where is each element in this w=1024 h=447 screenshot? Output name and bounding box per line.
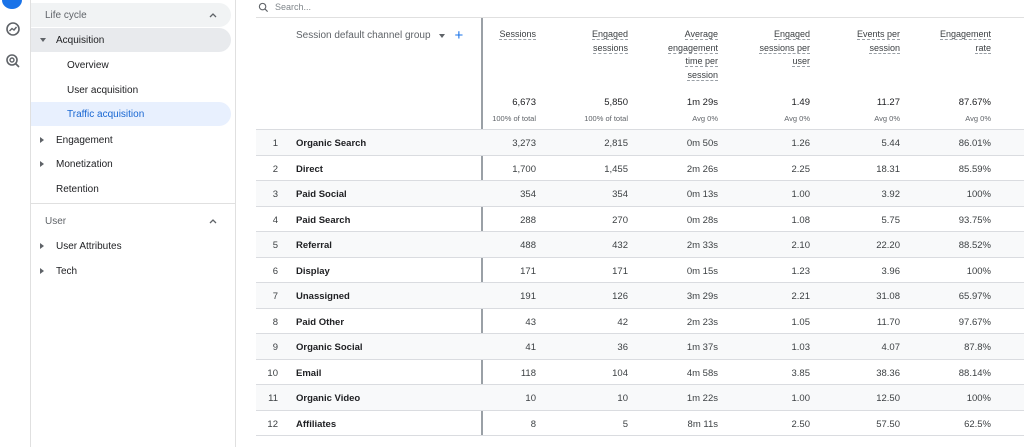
metric-cell: 65.97% bbox=[958, 291, 991, 302]
metric-cell: 4m 58s bbox=[686, 367, 718, 379]
metric-cell: 18.31 bbox=[876, 163, 900, 175]
icon-rail bbox=[0, 0, 31, 447]
table-row[interactable] bbox=[256, 181, 1024, 207]
row-index: 10 bbox=[267, 367, 278, 379]
search-icon bbox=[258, 2, 269, 13]
table-row[interactable] bbox=[256, 283, 1024, 309]
metric-cell: 31.08 bbox=[876, 291, 900, 302]
metric-cell: 22.20 bbox=[876, 240, 900, 251]
metric-cell: 8 bbox=[530, 418, 536, 430]
metric-cell: 1.08 bbox=[791, 214, 810, 226]
caret-right-icon bbox=[40, 268, 44, 274]
metric-cell: 38.36 bbox=[876, 367, 900, 379]
row-index: 8 bbox=[272, 316, 278, 328]
table-row[interactable] bbox=[256, 232, 1024, 258]
metric-cell: 100% bbox=[966, 265, 991, 277]
metric-cell: 2.10 bbox=[791, 240, 810, 251]
caret-right-icon bbox=[40, 243, 44, 249]
metric-header[interactable] bbox=[638, 28, 718, 82]
channel-name[interactable]: Paid Social bbox=[296, 189, 347, 200]
nav-item-user-attributes[interactable] bbox=[31, 234, 231, 258]
nav-item-tech[interactable] bbox=[31, 259, 231, 283]
metric-cell: 88.14% bbox=[958, 367, 991, 379]
metric-cell: 0m 13s bbox=[686, 189, 718, 200]
table-row[interactable] bbox=[256, 334, 1024, 360]
row-index: 12 bbox=[267, 418, 278, 430]
metric-cell: 2.25 bbox=[791, 163, 810, 175]
metric-header-line: Engaged bbox=[591, 29, 628, 39]
report-navigation bbox=[31, 0, 236, 447]
metric-header[interactable] bbox=[548, 28, 628, 55]
metric-cell: 354 bbox=[612, 189, 628, 200]
table-row[interactable] bbox=[256, 411, 1024, 437]
section-user[interactable] bbox=[31, 209, 231, 233]
metric-header[interactable] bbox=[730, 28, 810, 69]
metric-cell: 1.03 bbox=[791, 342, 810, 353]
dimension-header[interactable] bbox=[296, 26, 464, 44]
section-label: Life cycle bbox=[45, 9, 87, 21]
total-subtext: Avg 0% bbox=[692, 114, 718, 123]
metric-cell: 432 bbox=[612, 240, 628, 251]
metric-cell: 86.01% bbox=[958, 138, 991, 149]
nav-item-label: User Attributes bbox=[56, 240, 122, 252]
metric-header-line: Engagement bbox=[939, 29, 991, 39]
metric-header[interactable] bbox=[911, 28, 991, 55]
total-subtext: 100% of total bbox=[492, 114, 536, 123]
search-underline bbox=[256, 17, 1024, 18]
channel-name[interactable]: Direct bbox=[296, 163, 323, 175]
metric-header-line: session bbox=[869, 42, 900, 53]
metric-cell: 3m 29s bbox=[686, 291, 718, 302]
metric-cell: 0m 28s bbox=[686, 214, 718, 226]
caret-right-icon bbox=[40, 137, 44, 143]
nav-item-label: User acquisition bbox=[67, 84, 139, 96]
table-row[interactable] bbox=[256, 309, 1024, 335]
channel-name[interactable]: Organic Social bbox=[296, 342, 363, 353]
channel-name[interactable]: Organic Video bbox=[296, 393, 361, 404]
total-value: 1m 29s bbox=[686, 97, 718, 108]
table-row[interactable] bbox=[256, 360, 1024, 386]
total-value: 1.49 bbox=[791, 97, 810, 108]
row-index: 9 bbox=[272, 342, 278, 353]
metric-cell: 97.67% bbox=[958, 316, 991, 328]
nav-item-user-acquisition[interactable] bbox=[31, 78, 231, 102]
row-index: 3 bbox=[272, 189, 278, 200]
metric-cell: 3,273 bbox=[512, 138, 536, 149]
channel-name[interactable]: Affiliates bbox=[296, 418, 337, 430]
metric-cell: 36 bbox=[617, 342, 628, 353]
nav-item-label: Acquisition bbox=[56, 34, 105, 46]
metric-header-line: rate bbox=[975, 42, 991, 53]
metric-cell: 5 bbox=[622, 418, 628, 430]
metric-cell: 1.00 bbox=[791, 393, 810, 404]
metric-cell: 85.59% bbox=[958, 163, 991, 175]
home-icon[interactable] bbox=[2, 0, 22, 9]
nav-item-label: Monetization bbox=[56, 158, 113, 170]
nav-item-label: Traffic acquisition bbox=[67, 108, 145, 120]
metric-cell: 2m 33s bbox=[686, 240, 718, 251]
caret-down-icon bbox=[40, 38, 46, 42]
channel-name[interactable]: Email bbox=[296, 367, 322, 379]
metric-cell: 3.96 bbox=[881, 265, 900, 277]
row-index: 11 bbox=[268, 393, 278, 404]
nav-item-overview[interactable] bbox=[31, 53, 231, 77]
metric-cell: 118 bbox=[520, 367, 536, 379]
plus-icon[interactable]: + bbox=[454, 26, 464, 44]
metric-cell: 0m 50s bbox=[686, 138, 718, 149]
table-row[interactable] bbox=[256, 130, 1024, 156]
metric-cell: 1.23 bbox=[791, 265, 810, 277]
metric-cell: 2m 26s bbox=[686, 163, 718, 175]
channel-name[interactable]: Display bbox=[296, 265, 330, 277]
metric-cell: 1m 22s bbox=[686, 393, 718, 404]
total-value: 6,673 bbox=[512, 97, 536, 108]
metric-cell: 2.21 bbox=[791, 291, 810, 302]
metric-cell: 1m 37s bbox=[686, 342, 718, 353]
metric-header-line: user bbox=[792, 56, 810, 67]
total-value: 87.67% bbox=[958, 97, 991, 108]
metric-cell: 100% bbox=[966, 393, 991, 404]
explore-icon[interactable] bbox=[5, 53, 21, 69]
row-index: 6 bbox=[272, 265, 278, 277]
metric-cell: 100% bbox=[966, 189, 991, 200]
total-subtext: Avg 0% bbox=[874, 114, 900, 123]
metric-cell: 88.52% bbox=[958, 240, 991, 251]
total-value: 11.27 bbox=[876, 97, 900, 108]
metric-header-line: Average bbox=[684, 29, 718, 39]
row-index: 1 bbox=[272, 138, 278, 149]
total-subtext: 100% of total bbox=[584, 114, 628, 123]
metric-cell: 57.50 bbox=[876, 418, 900, 430]
metric-cell: 87.8% bbox=[964, 342, 991, 353]
nav-item-label: Retention bbox=[56, 183, 99, 195]
metric-cell: 171 bbox=[612, 265, 628, 277]
table-search bbox=[258, 0, 558, 14]
metric-cell: 1.00 bbox=[791, 189, 810, 200]
metric-cell: 2m 23s bbox=[686, 316, 718, 328]
nav-item-retention[interactable] bbox=[31, 177, 231, 201]
nav-item-acquisition[interactable] bbox=[31, 28, 231, 52]
metric-cell: 1,455 bbox=[604, 163, 628, 175]
row-index: 2 bbox=[272, 163, 278, 175]
metric-header-line: sessions bbox=[592, 42, 628, 53]
metric-cell: 93.75% bbox=[958, 214, 991, 226]
reports-icon[interactable] bbox=[5, 21, 21, 37]
metric-cell: 2,815 bbox=[604, 138, 628, 149]
metric-header-line: session bbox=[687, 69, 718, 80]
metric-cell: 0m 15s bbox=[686, 265, 718, 277]
metric-cell: 191 bbox=[520, 291, 536, 302]
channel-name[interactable]: Unassigned bbox=[296, 291, 350, 302]
channel-name[interactable]: Paid Search bbox=[296, 214, 351, 226]
channel-name[interactable]: Referral bbox=[296, 240, 332, 251]
table-row[interactable] bbox=[256, 258, 1024, 284]
total-value: 5,850 bbox=[604, 97, 628, 108]
caret-right-icon bbox=[40, 161, 44, 167]
metric-header-line: time per bbox=[685, 56, 718, 67]
nav-item-engagement[interactable] bbox=[31, 128, 231, 152]
metric-cell: 5.44 bbox=[881, 138, 900, 149]
metric-header[interactable] bbox=[820, 28, 900, 55]
report-main bbox=[236, 0, 1024, 447]
table-row[interactable] bbox=[256, 207, 1024, 233]
metric-cell: 3.85 bbox=[791, 367, 810, 379]
metric-cell: 12.50 bbox=[876, 393, 900, 404]
metric-cell: 5.75 bbox=[881, 214, 900, 226]
metric-header-line: engagement bbox=[667, 42, 718, 53]
table-body bbox=[256, 130, 1024, 436]
metric-cell: 42 bbox=[617, 316, 628, 328]
total-subtext: Avg 0% bbox=[784, 114, 810, 123]
metric-cell: 43 bbox=[525, 316, 536, 328]
channel-name[interactable]: Paid Other bbox=[296, 316, 345, 328]
nav-divider bbox=[31, 203, 236, 204]
section-life-cycle[interactable] bbox=[31, 3, 231, 27]
metric-header-line: sessions per bbox=[759, 42, 810, 53]
metric-cell: 354 bbox=[520, 189, 536, 200]
metric-cell: 104 bbox=[612, 367, 628, 379]
table-row[interactable] bbox=[256, 156, 1024, 182]
metric-header-line: Events per bbox=[856, 29, 900, 39]
row-index: 4 bbox=[272, 214, 278, 226]
nav-item-label: Engagement bbox=[56, 134, 113, 146]
dropdown-arrow-icon[interactable] bbox=[439, 34, 445, 38]
total-subtext: Avg 0% bbox=[965, 114, 991, 123]
metric-header-line: Engaged bbox=[773, 29, 810, 39]
metric-cell: 1.26 bbox=[791, 138, 810, 149]
metric-cell: 41 bbox=[525, 342, 536, 353]
nav-item-traffic-acquisition[interactable] bbox=[31, 102, 231, 126]
metric-cell: 62.5% bbox=[964, 418, 991, 430]
nav-item-label: Tech bbox=[56, 265, 78, 277]
metric-cell: 10 bbox=[525, 393, 536, 404]
chevron-up-icon[interactable] bbox=[207, 9, 219, 21]
metric-cell: 10 bbox=[617, 393, 628, 404]
nav-item-label: Overview bbox=[67, 59, 109, 71]
section-label: User bbox=[45, 215, 67, 227]
metric-cell: 488 bbox=[520, 240, 536, 251]
nav-item-monetization[interactable] bbox=[31, 152, 231, 176]
search-input[interactable] bbox=[275, 2, 475, 12]
metric-cell: 1,700 bbox=[512, 163, 536, 175]
metric-cell: 2.50 bbox=[791, 418, 810, 430]
metric-cell: 11.70 bbox=[876, 316, 900, 328]
metric-cell: 288 bbox=[520, 214, 536, 226]
metric-header-line: Sessions bbox=[499, 29, 536, 39]
row-index: 5 bbox=[272, 240, 278, 251]
metric-header[interactable] bbox=[456, 28, 536, 42]
metric-cell: 270 bbox=[612, 214, 628, 226]
chevron-up-icon[interactable] bbox=[207, 215, 219, 227]
metric-cell: 126 bbox=[612, 291, 628, 302]
row-index: 7 bbox=[272, 291, 278, 302]
metric-cell: 8m 11s bbox=[687, 418, 718, 430]
table-row[interactable] bbox=[256, 385, 1024, 411]
channel-name[interactable]: Organic Search bbox=[296, 138, 367, 149]
metric-cell: 4.07 bbox=[881, 342, 900, 353]
dimension-header-label: Session default channel group bbox=[296, 30, 431, 41]
metric-cell: 171 bbox=[520, 265, 536, 277]
metric-cell: 1.05 bbox=[791, 316, 810, 328]
metric-cell: 3.92 bbox=[881, 189, 900, 200]
